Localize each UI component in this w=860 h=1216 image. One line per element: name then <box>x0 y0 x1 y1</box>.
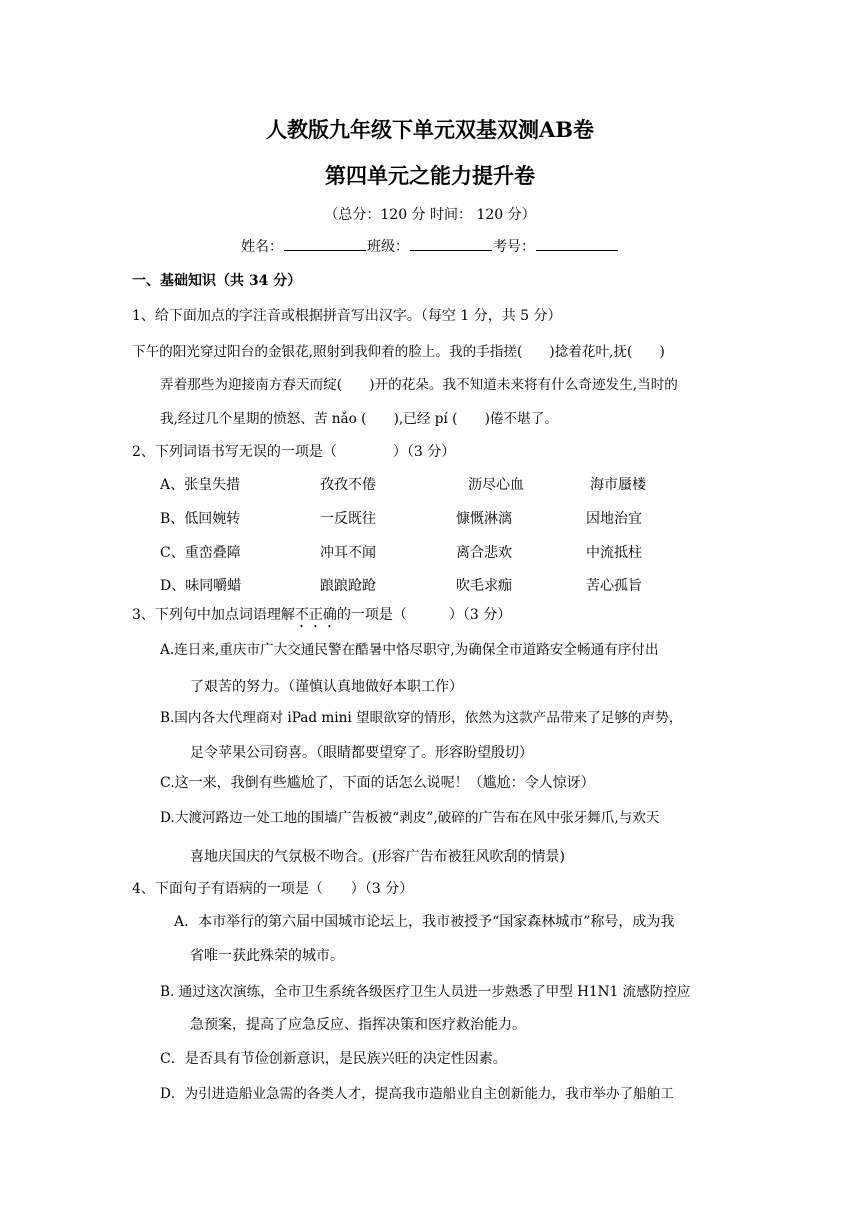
q2-a-word2: 孜孜不倦 <box>320 477 376 493</box>
class-blank <box>410 238 492 251</box>
q3-option-b-line1: B.国内各大代理商对 iPad mini 望眼欲穿的情形，依然为这款产品带来了足够的声势， <box>160 710 683 726</box>
q2-c-word4: 中流抵柱 <box>586 545 642 561</box>
exam-title: 人教版九年级下单元双基双测AB卷 <box>265 117 595 142</box>
q2-d-word2: 踉踉跄跄 <box>320 578 376 594</box>
q4-option-b-line2: 急预案，提高了应急反应、指挥决策和医疗救治能力。 <box>190 1017 526 1033</box>
score-time-info: （总分：120 分 时间： 120 分） <box>324 207 536 223</box>
q2-d-word3: 吹毛求痂 <box>456 578 512 594</box>
q3-option-d-line2: 喜地庆国庆的气氛极不吻合。(形容广告布被狂风吹刮的情景) <box>190 849 565 865</box>
exam-subtitle: 第四单元之能力提升卷 <box>325 163 535 188</box>
q2-stem: 2、下列词语书写无误的一项是（ ）（3 分） <box>132 444 456 460</box>
q1-passage-line2: 弄着那些为迎接南方春天而绽( )开的花朵。我不知道未来将有什么奇迹发生,当时的 <box>160 377 678 393</box>
q1-stem: 1、给下面加点的字注音或根据拼音写出汉字。（每空 1 分，共 5 分） <box>132 308 562 324</box>
q4-option-a-line1: A．本市举行的第六届中国城市论坛上，我市被授予“国家森林城市”称号，成为我 <box>174 914 675 930</box>
q4-option-b-line1: B. 通过这次演练，全市卫生系统各级医疗卫生人员进一步熟悉了甲型 H1N1 流感防控应 <box>160 984 691 1000</box>
q4-option-d-line1: D．为引进造船业急需的各类人才，提高我市造船业自主创新能力，我市举办了船舶工 <box>160 1086 674 1102</box>
q3-stem-dotted: 不正确 <box>294 607 337 623</box>
q2-a-word3: 沥尽心血 <box>468 477 524 493</box>
q4-option-a-line2: 省唯一获此殊荣的城市。 <box>190 948 344 964</box>
q3-option-b-line2: 足令苹果公司窃喜。（眼睛都要望穿了。形容盼望殷切） <box>190 745 533 761</box>
q2-c-word1: C、重峦叠障 <box>160 545 241 561</box>
q3-option-a-line2: 了艰苦的努力。（谨慎认真地做好本职工作） <box>190 679 463 695</box>
student-info-line <box>0 236 860 256</box>
q2-a-word1: A、张皇失措 <box>160 477 241 493</box>
q2-c-word3: 离合悲欢 <box>456 545 512 561</box>
q4-option-c: C．是否具有节俭创新意识，是民族兴旺的决定性因素。 <box>160 1051 507 1067</box>
q1-passage-line3: 我,经过几个星期的愤怒、苦 nǎo ( ),已经 pí ( )倦不堪了。 <box>160 411 558 427</box>
q3-stem <box>132 604 511 631</box>
q3-option-d-line1: D.大渡河路边一处工地的围墙广告板被“剥皮”,破碎的广告布在风中张牙舞爪,与欢天 <box>160 810 660 826</box>
q2-d-word4: 苦心孤旨 <box>586 578 642 594</box>
exam-no-blank <box>536 238 618 251</box>
q2-b-word2: 一反既往 <box>320 511 376 527</box>
q3-stem-part2: 的一项是（ ）（3 分） <box>336 607 512 623</box>
q2-b-word3: 慷慨淋漓 <box>456 511 512 527</box>
q2-d-word1: D、味同嚼蜡 <box>160 578 242 594</box>
exam-no-label: 考号： <box>493 239 535 255</box>
name-label: 姓名： <box>241 239 283 255</box>
q4-stem: 4、下面句子有语病的一项是（ ）（3 分） <box>132 881 414 897</box>
q3-stem-part1: 3、下列句中加点词语理解 <box>132 607 295 623</box>
q2-b-word1: B、低回婉转 <box>160 511 241 527</box>
class-label: 班级： <box>367 239 409 255</box>
section1-heading: 一、基础知识（共 34 分） <box>132 273 302 289</box>
q2-c-word2: 冲耳不闻 <box>320 545 376 561</box>
q3-option-a-line1: A.连日来,重庆市广大交通民警在酷暑中恪尽职守,为确保全市道路安全畅通有序付出 <box>160 642 659 658</box>
q1-passage-line1: 下午的阳光穿过阳台的金银花,照射到我仰着的脸上。我的手指搓( )捻着花叶,抚( ) <box>132 344 665 360</box>
q2-b-word4: 因地治宜 <box>586 511 642 527</box>
name-blank <box>284 238 366 251</box>
q2-a-word4: 海市蜃楼 <box>590 477 646 493</box>
q3-option-c: C.这一来，我倒有些尴尬了，下面的话怎么说呢！（尴尬：令人惊讶） <box>160 775 595 791</box>
